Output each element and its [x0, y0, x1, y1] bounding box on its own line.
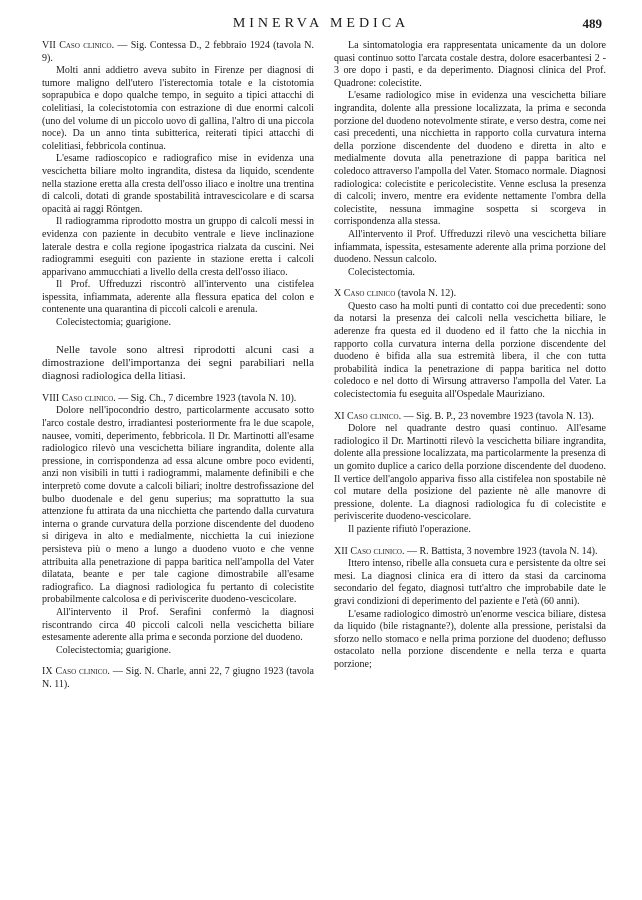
paragraph: All'intervento il Prof. Uffreduzzi rilevò una vescichetta biliare infiammata, ispessita, estesamente aderente alla prima porzione del duodeno. Nessun calcolo.: [334, 228, 606, 266]
paragraph: Il paziente rifiutò l'operazione.: [348, 523, 471, 535]
case-heading-text: — Sig. Contessa D., 2 febbraio 1924 (tavola N. 9).: [42, 40, 314, 64]
running-head: [0, 16, 642, 36]
case-heading: [42, 666, 314, 691]
paragraph: Colecistectomia; guarigione.: [56, 317, 171, 329]
case-heading: [42, 393, 314, 406]
section-gap: [334, 402, 606, 411]
paragraph: L'esame radiologico mise in evidenza una vescichetta biliare ingrandita, dolente alla pressione localizzata, la prima e seconda porzione del duodeno notevolmente stirate, e verso destra, come nei casi precedenti, una nicchietta in rapporto colla curvatura interna della porzione discendente del duodeno e diretta in alto e medialmente dovuta alla penetrazione di pappa baritica nel coledoco attraverso l'ampolla del Vater. Stomaco normale. Diagnosi radiologica: colecistite e pericolecistite. Venne esclusa la presenza di calcoli; invero, mentre era evidente nettamente l'ombra della colecistite, nessuna immagine sospetta si scorgeva in corrispondenza alla stessa.: [334, 90, 606, 228]
journal-title: MINERVA MEDICA: [232, 16, 410, 31]
case-heading-text: — R. Battista, 3 novembre 1923 (tavola N. 14).: [404, 545, 598, 557]
case-heading-text: — Sig. Ch., 7 dicembre 1923 (tavola N. 10).: [115, 392, 297, 404]
case-heading: [334, 288, 606, 301]
case-heading: [334, 546, 606, 559]
paragraph: L'esame radioscopico e radiografico mise in evidenza una vescichetta biliare molto ingrandita, distesa da liquido, scendente nella stazione eretta alla cresta dell'osso iliaco e inoltre una trentina di calcoli, dotati di grande spostabilità intravescicolare e di scarsa opacità ai raggi Röntgen.: [42, 153, 314, 215]
case-label: XI Caso clinico.: [334, 410, 402, 422]
section-gap: [334, 537, 606, 546]
paragraph: Ittero intenso, ribelle alla consueta cura e persistente da oltre sei mesi. La diagnosi clinica era di ittero da stasi da carcinoma secondario del fegato, diagnosi tutt'altro che improbabile date le gravi condizioni di deperimento del paziente e l'età (60 anni).: [334, 558, 606, 607]
case-heading-text: — Sig. N. Charle, anni 22, 7 giugno 1923 (tavola N. 11).: [42, 666, 314, 690]
paragraph: All'intervento il Prof. Serafini confermò la diagnosi riscontrando circa 40 piccoli calcoli nella vescichetta biliare estesamente aderente alla prima e seconda porzione del duodeno.: [42, 606, 314, 644]
case-heading: [42, 40, 314, 65]
section-gap: [42, 330, 314, 344]
case-heading-text: — Sig. B. P., 23 novembre 1923 (tavola N. 13).: [401, 410, 594, 422]
paragraph: L'esame radiologico dimostrò un'enorme vescica biliare, distesa da liquido (bile ristagnante?), dolente alla pressione, peristalsi da sforzo nello stomaco e nella prima porzione del duodeno; deflusso ostacolato nella porzione discendente e nella terza e quarta porzione;: [334, 608, 606, 670]
figure-note: Nelle tavole sono altresì riprodotti alcuni casi a dimostrazione dell'importanza dei segni parabiliari nella diagnosi radiologica della litiasi.: [42, 343, 314, 383]
case-label: VIII Caso clinico.: [42, 392, 116, 404]
paragraph: Colecistectomia; guarigione.: [56, 644, 171, 656]
case-label: XII Caso clinico.: [334, 545, 405, 557]
section-gap: [334, 279, 606, 288]
paragraph: La sintomatologia era rappresentata unicamente da un dolore quasi continuo sotto l'arcata costale destra, dolore esacerbantesi 2 - 3 ore dopo i pasti, e da deperimento. Diagnosi clinica del Prof. Quadrone: colecistite.: [334, 40, 606, 89]
case-heading: [334, 411, 606, 424]
paragraph: Molti anni addietro aveva subito in Firenze per diagnosi di tumore maligno dell'utero l'isterectomia totale e la cistotomia soprapubica e dopo qualche tempo, in seguito a tipici attacchi di colelitiasi, la colecistotomia con estrazione di due enormi calcoli (uno del volume di un piccolo uovo di gallina, l'altro di una piccola noce). Da un anno tinta subitterica, reiterati tipici attacchi di colelitiasi, febbricola continua.: [42, 65, 314, 152]
paragraph: Il Prof. Uffreduzzi riscontrò all'intervento una cistifelea ispessita, infiammata, aderente alla flessura epatica del colon e contenente una quarantina di piccoli calcoli e arenula.: [42, 279, 314, 316]
paragraph: Colecistectomia.: [348, 266, 415, 278]
case-label: IX Caso clinico.: [42, 666, 110, 678]
paragraph: Questo caso ha molti punti di contatto coi due precedenti: sono da notarsi la presenza dei calcoli nella vescichetta biliare, le aderenze fra questa ed il duodeno ed il fatto che la nicchia in rapporto colla curvatura interna della porzione discendente del duodeno è bifida alla sua estremità libera, il che con tutta probabilità indica la penetrazione di pappa baritica nel dotto coledoco e nel dotto di Wirsung attraverso l'ampolla del Vater. La colecistectomia fu eseguita all'Ospedale Mauriziano.: [334, 300, 606, 401]
paragraph: Il radiogramma riprodotto mostra un gruppo di calcoli messi in evidenza con paziente in decubito ventrale e lieve inclinazione laterale destra e colla regione ipogastrica rialzata da cuscini. Nei radiogrammi eseguiti con paziente in stazione eretta i calcoli apparivano ammucchiati a livello della cresta dell'osso iliaco.: [42, 216, 314, 278]
page-number: 489: [582, 16, 602, 31]
paragraph: Dolore nell'ipocondrio destro, particolarmente accusato sotto l'arco costale destro, irradiantesi posteriormente fra le due scapole, nausee, vomiti, deperimento, febbricola. Il Dr. Martinotti all'esame radiologico rilevò una vescichetta biliare ingrandita, dolente alla pressione, in corrispondenza ad essa alcune ombre poco evidenti, anzi non visibili in tutti i radiogrammi, malamente definibili e che interpretò come dovute a calcoli biliari; inoltre destrofissazione del bulbo duodenale e del genu superius; ma soprattutto la sua attenzione fu attirata da una nicchietta che partendo dalla curvatura interna o grande curvatura della porzione discendente del duodeno si dirigeva in alto e medialmente, nicchietta la cui iniezione persisteva più o meno a lungo a duodeno vuoto e che venne attribuita alla penetrazione di pappa baritica nell'ampolla del Vater dilatata, beante e per tale cagione dimostrabile all'esame radiografico. La diagnosi radiologica fu pertanto di colecistite probabilmente calcolosa e di periviscerite duodeno-vescicolare.: [42, 405, 314, 606]
case-heading-text: (tavola N. 12).: [395, 288, 457, 300]
section-gap: [42, 657, 314, 666]
case-label: VII Caso clinico.: [42, 40, 115, 51]
paragraph: Dolore nel quadrante destro quasi continuo. All'esame radiologico il Dr. Martinotti rilevò la vescichetta biliare ingrandita, dolente alla pressione localizzata, ma particolarmente la presenza di un gomito duplice a carico della porzione discendente del duodeno. Il vertice dell'angolo appariva fisso alla cistifelea non spostabile nè col mutare della posizione del paziente nè alle manovre di pressione, dolente. La diagnosi radiologica fu di colecistite e periviscerite duodeno-vescicolare.: [334, 423, 606, 523]
left-column: [42, 40, 314, 692]
case-label: X Caso clinico: [334, 288, 396, 300]
right-column: [334, 40, 606, 672]
section-gap: [42, 384, 314, 393]
